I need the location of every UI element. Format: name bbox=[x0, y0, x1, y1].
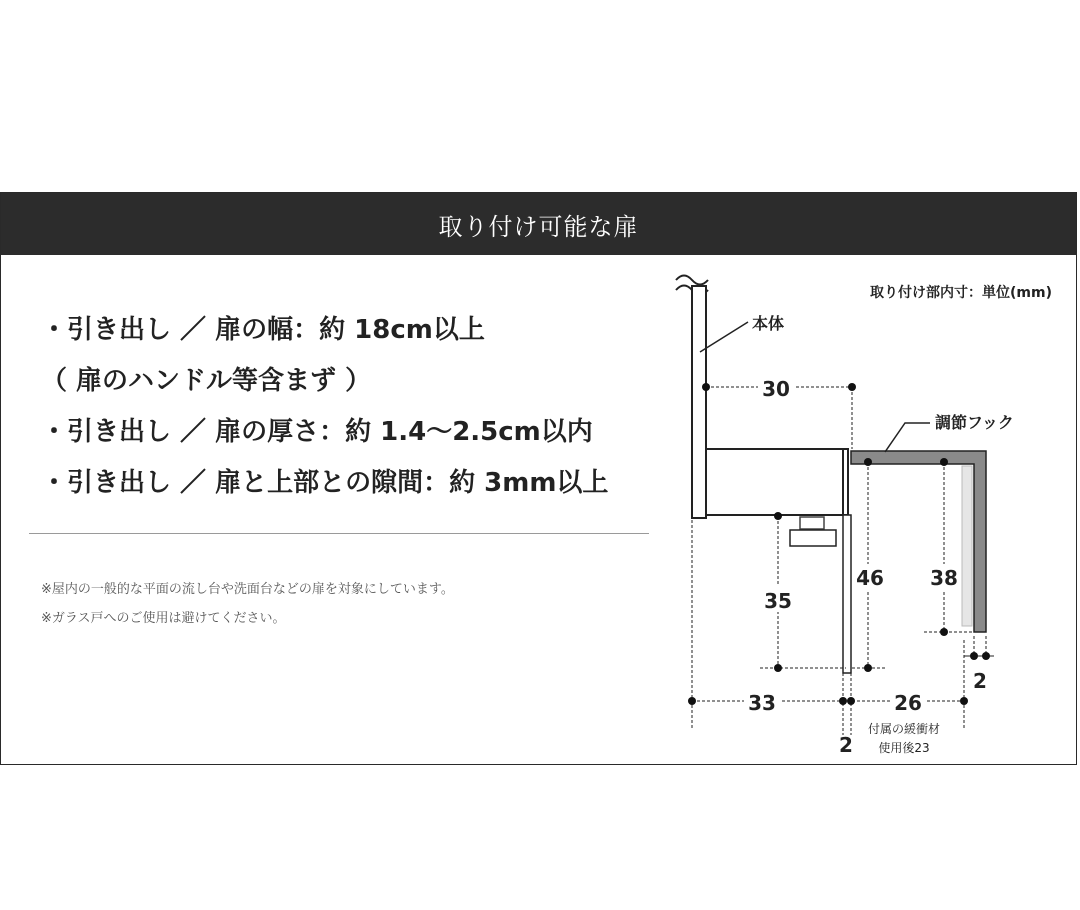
door-panel bbox=[843, 515, 851, 673]
note-usage: ※屋内の一般的な平面の流し台や洗面台などの扉を対象にしています。 bbox=[41, 582, 454, 597]
dim-2r-dot-a bbox=[970, 652, 978, 660]
hook-label: 調節フック bbox=[935, 413, 1014, 432]
dim-30-dot-b bbox=[848, 383, 856, 391]
dim-38-label: 38 bbox=[930, 566, 958, 590]
dim-46-dot-b bbox=[864, 664, 872, 672]
dim-33-dot-b bbox=[839, 697, 847, 705]
dim-46-dot-a bbox=[864, 458, 872, 466]
dim-46-label: 46 bbox=[856, 566, 884, 590]
cushion-pad bbox=[962, 466, 972, 626]
dim-30-dot-a bbox=[702, 383, 710, 391]
dim-33-dot-a bbox=[688, 697, 696, 705]
spec-item-width-note: （ 扉のハンドル等含まず ） bbox=[41, 366, 372, 396]
dim-26-dot-a bbox=[847, 697, 855, 705]
cushion-note-1: 付属の緩衝材 bbox=[867, 722, 941, 736]
spring-part bbox=[800, 517, 824, 529]
spec-item-thickness: ・引き出し ／ 扉の厚さ：約 1.4〜2.5cm以内 bbox=[41, 417, 593, 447]
dim-35-label: 35 bbox=[764, 589, 792, 613]
cabinet-panel bbox=[692, 286, 706, 518]
spec-item-width: ・引き出し ／ 扉の幅：約 18cm以上 bbox=[41, 315, 485, 345]
latch-part bbox=[790, 530, 836, 546]
dim-26-label: 26 bbox=[894, 691, 922, 715]
dim-38-dot-b bbox=[940, 628, 948, 636]
note-glass: ※ガラス戸へのご使用は避けてください。 bbox=[41, 611, 286, 626]
dim-33-label: 33 bbox=[748, 691, 776, 715]
dim-35-dot-b bbox=[774, 664, 782, 672]
dim-2r-dot-b bbox=[982, 652, 990, 660]
main-body bbox=[706, 449, 848, 515]
dim-26-dot-b bbox=[960, 697, 968, 705]
break-mark-icon bbox=[676, 276, 708, 285]
body-label: 本体 bbox=[752, 314, 785, 333]
cushion-note-2: 使用後23 bbox=[878, 741, 930, 755]
hook-leader bbox=[885, 423, 930, 452]
dim-2r-label: 2 bbox=[973, 669, 987, 693]
dim-35-dot-a bbox=[774, 512, 782, 520]
dim-30-label: 30 bbox=[762, 377, 790, 401]
dim-38-dot-a bbox=[940, 458, 948, 466]
spec-item-gap: ・引き出し ／ 扉と上部との隙間：約 3mm以上 bbox=[41, 468, 609, 498]
unit-label: 取り付け部内寸：単位(mm) bbox=[870, 285, 1052, 301]
header-title: 取り付け可能な扉 bbox=[438, 212, 639, 241]
dim-2b-label: 2 bbox=[839, 733, 853, 757]
body-leader bbox=[700, 322, 748, 352]
